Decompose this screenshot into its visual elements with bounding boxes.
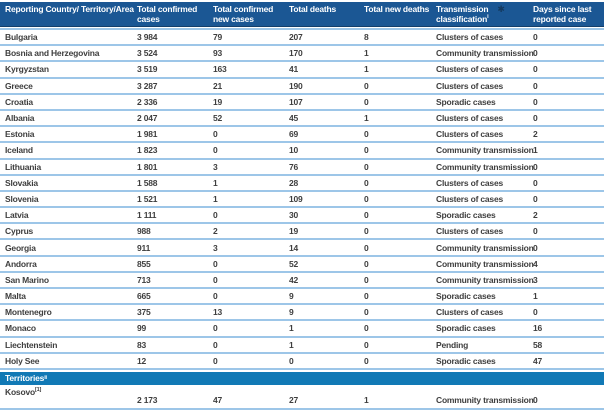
table-row	[0, 192, 604, 208]
cell-transmission-classification: Pending	[436, 339, 469, 350]
table-row	[0, 257, 604, 273]
cell-country: Malta	[5, 291, 26, 302]
cell-country: Greece	[5, 80, 33, 91]
cell-total-confirmed-cases: 665	[137, 291, 151, 302]
cell-total-confirmed-cases: 1 981	[137, 129, 158, 140]
table-row	[0, 240, 604, 256]
cell-total-new-deaths: 1	[364, 48, 369, 59]
cell-total-confirmed-new-cases: 2	[213, 226, 218, 237]
cell-total-deaths: 170	[289, 48, 303, 59]
header-reporting-country: Reporting Country/ Territory/Area	[5, 4, 134, 14]
cell-total-confirmed-new-cases: 0	[213, 210, 218, 221]
cell-total-deaths: 109	[289, 193, 303, 204]
cell-country: Iceland	[5, 145, 33, 156]
cell-total-confirmed-new-cases: 0	[213, 145, 218, 156]
cell-total-confirmed-new-cases: 3	[213, 161, 218, 172]
cell-country: Montenegro	[5, 307, 52, 318]
territories-body	[0, 385, 604, 410]
table-row	[0, 30, 604, 46]
cell-total-deaths: 28	[289, 177, 299, 188]
cell-total-new-deaths: 0	[364, 226, 369, 237]
header-total-confirmed-cases: Total confirmed cases	[137, 4, 198, 24]
header-total-confirmed-new-cases: Total confirmed new cases	[213, 4, 274, 24]
cell-days-since-last-case: 0	[533, 113, 538, 124]
asterisk-icon: ✱	[497, 4, 505, 14]
header-total-deaths: Total deaths	[289, 4, 337, 14]
cell-total-confirmed-new-cases: 3	[213, 242, 218, 253]
cell-total-confirmed-new-cases: 13	[213, 307, 223, 318]
cell-transmission-classification: Clusters of cases	[436, 193, 503, 204]
cell-total-deaths: 30	[289, 210, 299, 221]
cell-total-confirmed-new-cases: 93	[213, 48, 223, 59]
cell-days-since-last-case: 1	[533, 145, 538, 156]
cell-total-confirmed-new-cases: 0	[213, 274, 218, 285]
cell-total-new-deaths: 0	[364, 274, 369, 285]
cell-days-since-last-case: 0	[533, 96, 538, 107]
cell-total-deaths: 27	[289, 394, 299, 405]
cell-transmission-classification: Sporadic cases	[436, 355, 496, 366]
cell-total-deaths: 9	[289, 291, 294, 302]
cell-total-confirmed-cases: 12	[137, 355, 147, 366]
cell-total-confirmed-cases: 1 823	[137, 145, 158, 156]
cell-total-confirmed-new-cases: 0	[213, 355, 218, 366]
cell-total-confirmed-cases: 2 336	[137, 96, 158, 107]
cell-total-confirmed-cases: 3 287	[137, 80, 158, 91]
cell-days-since-last-case: 0	[533, 48, 538, 59]
cell-days-since-last-case: 0	[533, 242, 538, 253]
cell-country: Bulgaria	[5, 32, 38, 43]
cell-country: Slovakia	[5, 177, 38, 188]
cell-days-since-last-case: 47	[533, 355, 543, 366]
cell-total-new-deaths: 0	[364, 258, 369, 269]
cell-country: Liechtenstein	[5, 339, 58, 350]
cell-total-new-deaths: 0	[364, 96, 369, 107]
cell-total-new-deaths: 0	[364, 323, 369, 334]
cell-total-confirmed-new-cases: 79	[213, 32, 223, 43]
cell-total-confirmed-new-cases: 0	[213, 258, 218, 269]
footnote-superscript: i	[487, 13, 489, 20]
cell-country: Albania	[5, 113, 35, 124]
cell-country: Estonia	[5, 129, 35, 140]
cell-days-since-last-case: 4	[533, 258, 538, 269]
cell-transmission-classification: Community transmission	[436, 145, 534, 156]
cell-country: Croatia	[5, 96, 33, 107]
cell-total-confirmed-new-cases: 47	[213, 394, 223, 405]
cell-total-deaths: 19	[289, 226, 299, 237]
header-days-since-last-case: Days since last reported case	[533, 4, 592, 24]
cell-total-new-deaths: 0	[364, 355, 369, 366]
cell-country: Lithuania	[5, 161, 41, 172]
section-territories: Territories ii	[0, 372, 604, 385]
cell-transmission-classification: Clusters of cases	[436, 80, 503, 91]
cell-total-deaths: 0	[289, 355, 294, 366]
cell-total-new-deaths: 0	[364, 210, 369, 221]
cell-total-deaths: 76	[289, 161, 299, 172]
header-transmission-classification: Transmission ✱ classification$^i$	[436, 4, 505, 24]
cell-country: Georgia	[5, 242, 36, 253]
cell-transmission-classification: Sporadic cases	[436, 210, 496, 221]
cell-country: Holy See	[5, 355, 40, 366]
cell-total-deaths: 10	[289, 145, 299, 156]
cell-days-since-last-case: 58	[533, 339, 543, 350]
footnote-superscript: [1]	[34, 387, 42, 394]
cell-total-new-deaths: 0	[364, 177, 369, 188]
cell-days-since-last-case: 0	[533, 307, 538, 318]
header-total-new-deaths: Total new deaths	[364, 4, 430, 14]
cell-days-since-last-case: 0	[533, 32, 538, 43]
cell-total-new-deaths: 0	[364, 242, 369, 253]
cell-total-confirmed-new-cases: 163	[213, 64, 227, 75]
cell-total-deaths: 45	[289, 113, 299, 124]
cell-country: Kyrgyzstan	[5, 64, 49, 75]
table-row	[0, 176, 604, 192]
cell-total-new-deaths: 1	[364, 64, 369, 75]
cell-total-confirmed-cases: 2 047	[137, 113, 158, 124]
cell-total-confirmed-new-cases: 0	[213, 291, 218, 302]
cell-transmission-classification: Sporadic cases	[436, 323, 496, 334]
table-row	[0, 224, 604, 240]
table-row	[0, 289, 604, 305]
cell-total-confirmed-cases: 1 111	[137, 210, 157, 221]
cell-total-confirmed-cases: 3 519	[137, 64, 158, 75]
table-body	[0, 30, 604, 370]
cell-total-deaths: 207	[289, 32, 303, 43]
cell-total-confirmed-new-cases: 0	[213, 339, 218, 350]
cell-country: San Marino	[5, 274, 49, 285]
cell-total-deaths: 9	[289, 307, 294, 318]
cell-days-since-last-case: 0	[533, 193, 538, 204]
table-row	[0, 354, 604, 370]
cell-total-new-deaths: 1	[364, 113, 369, 124]
cell-total-confirmed-cases: 911	[137, 242, 151, 253]
cell-total-confirmed-cases: 3 984	[137, 32, 158, 43]
cell-country: Bosnia and Herzegovina	[5, 48, 100, 59]
cell-total-new-deaths: 0	[364, 193, 369, 204]
cell-total-new-deaths: 0	[364, 161, 369, 172]
cell-days-since-last-case: 16	[533, 323, 543, 334]
cell-transmission-classification: Sporadic cases	[436, 96, 496, 107]
table-row	[0, 208, 604, 224]
cell-transmission-classification: Clusters of cases	[436, 177, 503, 188]
cell-transmission-classification: Clusters of cases	[436, 32, 503, 43]
table-row	[0, 46, 604, 62]
cell-total-confirmed-cases: 713	[137, 274, 151, 285]
cell-total-confirmed-cases: 99	[137, 323, 147, 334]
cell-days-since-last-case: 2	[533, 210, 538, 221]
table-header	[0, 2, 604, 27]
cell-total-confirmed-cases: 1 588	[137, 177, 158, 188]
cell-total-new-deaths: 8	[364, 32, 369, 43]
cell-transmission-classification: Community transmission	[436, 242, 534, 253]
cell-total-deaths: 52	[289, 258, 299, 269]
cell-total-deaths: 41	[289, 64, 299, 75]
table-row	[0, 62, 604, 78]
table-row	[0, 143, 604, 159]
cell-total-new-deaths: 0	[364, 145, 369, 156]
table-row	[0, 160, 604, 176]
cell-total-confirmed-cases: 3 524	[137, 48, 158, 59]
cell-transmission-classification: Clusters of cases	[436, 64, 503, 75]
cell-days-since-last-case: 0	[533, 394, 538, 405]
cell-total-confirmed-cases: 855	[137, 258, 151, 269]
cell-country: Cyprus	[5, 226, 34, 237]
cell-total-confirmed-new-cases: 19	[213, 96, 223, 107]
cell-total-confirmed-cases: 1 801	[137, 161, 158, 172]
cell-total-confirmed-cases: 1 521	[137, 193, 158, 204]
cell-total-new-deaths: 0	[364, 307, 369, 318]
cell-total-deaths: 69	[289, 129, 299, 140]
cell-total-confirmed-new-cases: 21	[213, 80, 223, 91]
cell-total-deaths: 107	[289, 96, 303, 107]
cell-days-since-last-case: 0	[533, 80, 538, 91]
cell-days-since-last-case: 0	[533, 177, 538, 188]
cell-transmission-classification: Clusters of cases	[436, 129, 503, 140]
table-row	[0, 79, 604, 95]
cell-total-confirmed-new-cases: 0	[213, 129, 218, 140]
cell-transmission-classification: Community transmission	[436, 394, 534, 405]
cell-days-since-last-case: 1	[533, 291, 538, 302]
table-row	[0, 273, 604, 289]
table-row	[0, 305, 604, 321]
table-row	[0, 321, 604, 337]
cell-total-deaths: 190	[289, 80, 303, 91]
cell-transmission-classification: Community transmission	[436, 48, 534, 59]
cell-days-since-last-case: 0	[533, 64, 538, 75]
cell-total-deaths: 42	[289, 274, 299, 285]
cell-transmission-classification: Clusters of cases	[436, 307, 503, 318]
table-row	[0, 95, 604, 111]
table-row	[0, 338, 604, 354]
table-row	[0, 385, 604, 410]
cell-transmission-classification: Clusters of cases	[436, 113, 503, 124]
cell-total-confirmed-cases: 2 173	[137, 394, 158, 405]
cell-transmission-classification: Sporadic cases	[436, 291, 496, 302]
cell-country: Monaco	[5, 323, 36, 334]
cell-days-since-last-case: 3	[533, 274, 538, 285]
cell-total-confirmed-new-cases: 1	[213, 177, 218, 188]
cell-total-deaths: 1	[289, 339, 294, 350]
cell-days-since-last-case: 0	[533, 226, 538, 237]
cell-days-since-last-case: 0	[533, 161, 538, 172]
cell-transmission-classification: Clusters of cases	[436, 226, 503, 237]
cell-country: Latvia	[5, 210, 29, 221]
cell-total-confirmed-new-cases: 1	[213, 193, 218, 204]
cell-total-new-deaths: 0	[364, 339, 369, 350]
cell-total-confirmed-cases: 375	[137, 307, 151, 318]
cell-total-new-deaths: 0	[364, 291, 369, 302]
cell-days-since-last-case: 2	[533, 129, 538, 140]
cell-total-confirmed-new-cases: 0	[213, 323, 218, 334]
cell-total-deaths: 14	[289, 242, 299, 253]
cell-country: Slovenia	[5, 193, 39, 204]
cell-total-confirmed-cases: 83	[137, 339, 147, 350]
table-row	[0, 111, 604, 127]
cell-total-new-deaths: 0	[364, 129, 369, 140]
cell-total-new-deaths: 1	[364, 394, 369, 405]
cell-transmission-classification: Community transmission	[436, 258, 534, 269]
cell-total-confirmed-cases: 988	[137, 226, 151, 237]
cell-country: Andorra	[5, 258, 37, 269]
cell-country: Kosovo[1]	[5, 386, 42, 397]
table-row	[0, 127, 604, 143]
cell-total-confirmed-new-cases: 52	[213, 113, 223, 124]
cell-transmission-classification: Community transmission	[436, 274, 534, 285]
cell-total-deaths: 1	[289, 323, 294, 334]
cell-total-new-deaths: 0	[364, 80, 369, 91]
cell-transmission-classification: Community transmission	[436, 161, 534, 172]
